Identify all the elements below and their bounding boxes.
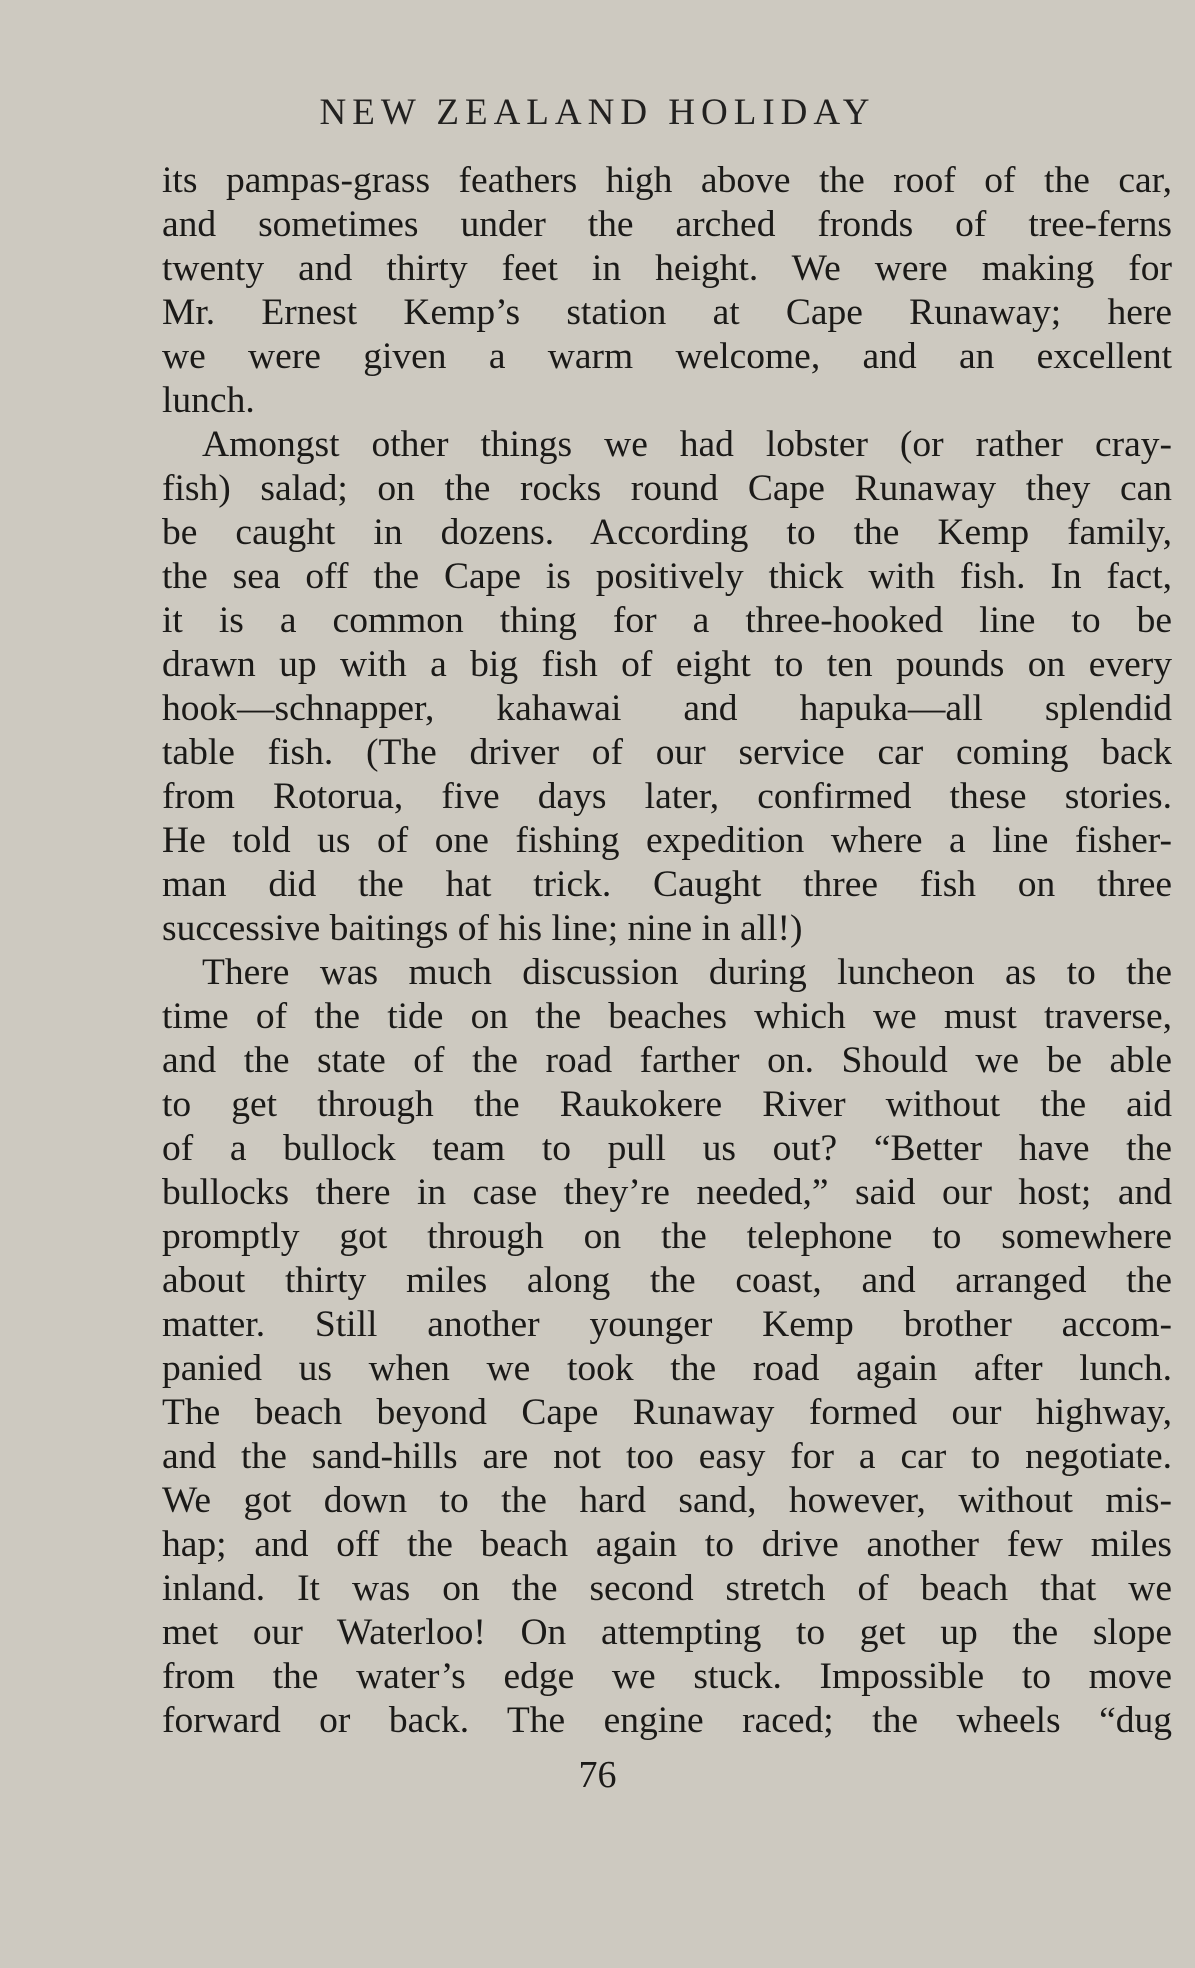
- paragraph-start-line: Amongst other things we had lobster (or rather cray-: [202, 424, 1172, 465]
- text-line: inland. It was on the second stretch of beach that we: [162, 1568, 1172, 1609]
- text-line: hook—schnapper, kahawai and hapuka—all splendid: [162, 688, 1172, 729]
- text-line: matter. Still another younger Kemp brother accom-: [162, 1304, 1172, 1345]
- text-line: lunch.: [162, 380, 255, 421]
- text-line: forward or back. The engine raced; the wheels “dug: [162, 1700, 1172, 1741]
- text-line: Mr. Ernest Kemp’s station at Cape Runaway; here: [162, 292, 1172, 333]
- text-line: table fish. (The driver of our service car coming back: [162, 732, 1172, 773]
- text-line: man did the hat trick. Caught three fish on three: [162, 864, 1172, 905]
- text-line: from Rotorua, five days later, confirmed these stories.: [162, 776, 1172, 817]
- text-line: We got down to the hard sand, however, without mis-: [162, 1480, 1172, 1521]
- paragraph-start-line: There was much discussion during luncheon as to the: [202, 952, 1172, 993]
- text-line: bullocks there in case they’re needed,” said our host; and: [162, 1172, 1172, 1213]
- text-line: of a bullock team to pull us out? “Better have the: [162, 1128, 1172, 1169]
- text-line: twenty and thirty feet in height. We were making for: [162, 248, 1172, 289]
- text-line: the sea off the Cape is positively thick with fish. In fact,: [162, 556, 1172, 597]
- text-line: successive baitings of his line; nine in all!): [162, 908, 803, 949]
- text-line: its pampas-grass feathers high above the roof of the car,: [162, 160, 1172, 201]
- text-line: we were given a warm welcome, and an excellent: [162, 336, 1172, 377]
- text-line: be caught in dozens. According to the Kemp family,: [162, 512, 1172, 553]
- text-line: and sometimes under the arched fronds of tree-ferns: [162, 204, 1172, 245]
- text-line: panied us when we took the road again after lunch.: [162, 1348, 1172, 1389]
- body-text: [162, 159, 1172, 1743]
- text-line: from the water’s edge we stuck. Impossible to move: [162, 1656, 1172, 1697]
- text-line: time of the tide on the beaches which we must traverse,: [162, 996, 1172, 1037]
- running-head: NEW ZEALAND HOLIDAY: [319, 92, 876, 133]
- text-line: promptly got through on the telephone to somewhere: [162, 1216, 1172, 1257]
- text-line: fish) salad; on the rocks round Cape Runaway they can: [162, 468, 1172, 509]
- text-line: met our Waterloo! On attempting to get up the slope: [162, 1612, 1172, 1653]
- text-line: it is a common thing for a three-hooked line to be: [162, 600, 1172, 641]
- text-line: The beach beyond Cape Runaway formed our highway,: [162, 1392, 1172, 1433]
- text-line: and the state of the road farther on. Should we be able: [162, 1040, 1172, 1081]
- text-line: to get through the Raukokere River without the aid: [162, 1084, 1172, 1125]
- text-line: about thirty miles along the coast, and arranged the: [162, 1260, 1172, 1301]
- text-line: drawn up with a big fish of eight to ten pounds on every: [162, 644, 1172, 685]
- text-line: hap; and off the beach again to drive another few miles: [162, 1524, 1172, 1565]
- text-line: and the sand-hills are not too easy for a car to negotiate.: [162, 1436, 1172, 1477]
- text-line: He told us of one fishing expedition where a line fisher-: [162, 820, 1172, 861]
- page-number: 76: [578, 1754, 617, 1796]
